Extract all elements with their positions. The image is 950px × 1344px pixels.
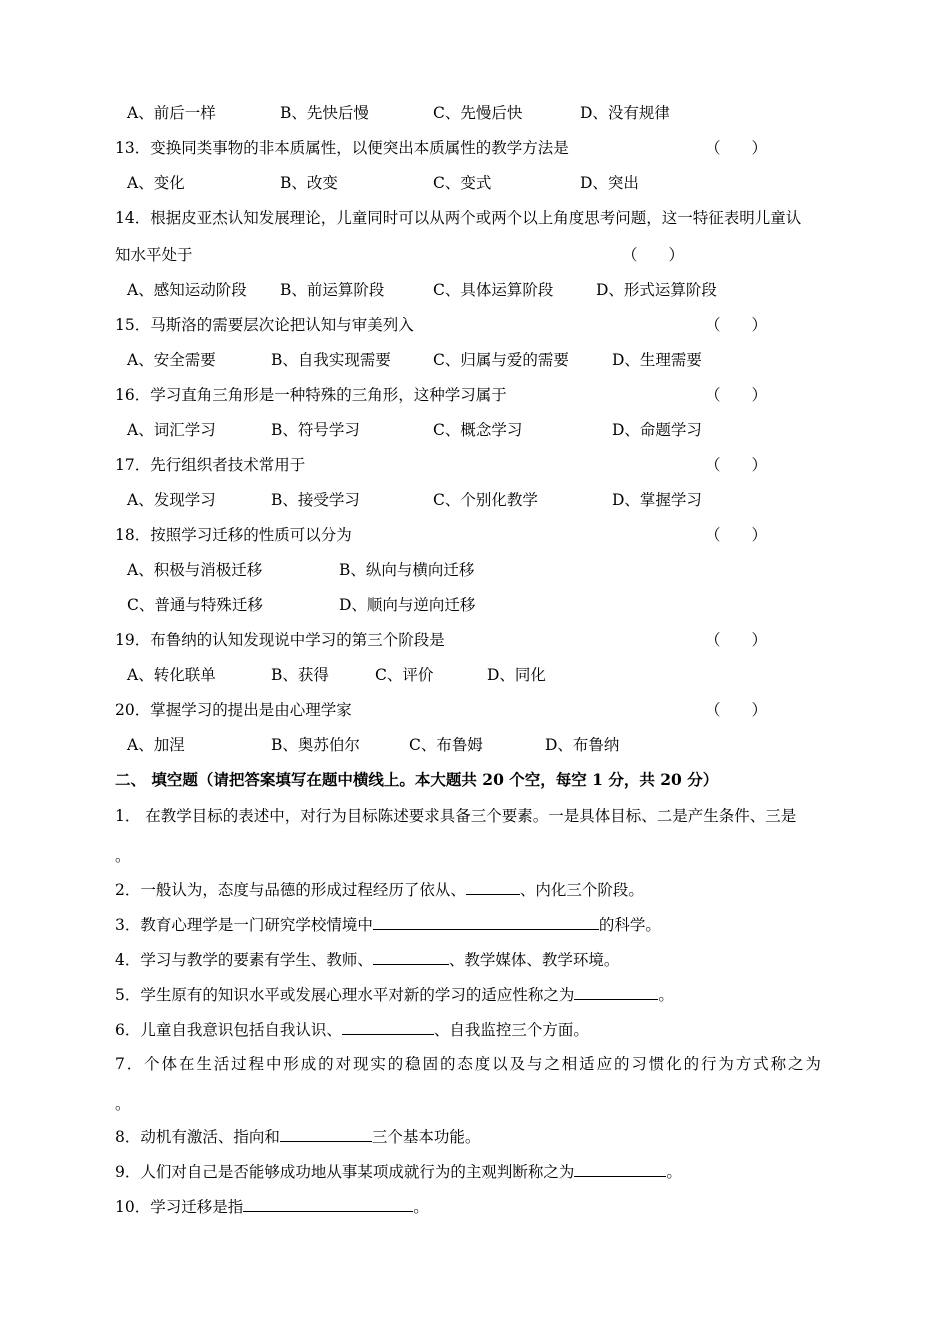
q20-option-c: C、布鲁姆	[409, 736, 483, 754]
q20-answer-paren: （ ）	[705, 701, 768, 719]
q20-option-b: B、奥苏伯尔	[271, 736, 360, 754]
q15-option-a: A、安全需要	[127, 351, 216, 369]
q15-option-c: C、归属与爱的需要	[433, 351, 569, 369]
q14-option-c: C、具体运算阶段	[433, 281, 554, 299]
q16-option-c: C、概念学习	[433, 421, 523, 439]
fill-1-end: 。	[115, 847, 131, 865]
fill-8-text-after: 三个基本功能。	[371, 1128, 481, 1146]
q17-option-d: D、掌握学习	[612, 491, 702, 509]
q18-option-d: D、顺向与逆向迁移	[339, 596, 476, 614]
q18-stem: 18．按照学习迁移的性质可以分为	[115, 526, 352, 544]
q19-answer-paren: （ ）	[705, 631, 768, 649]
fill-4-line	[115, 948, 619, 971]
fill-8-text-before: 8．动机有激活、指向和	[115, 1128, 280, 1146]
q16-option-b: B、符号学习	[271, 421, 360, 439]
q13-stem: 13．变换同类事物的非本质属性，以便突出本质属性的教学方法是	[115, 139, 569, 157]
fill-2-line	[115, 878, 644, 901]
fill-6-blank[interactable]	[342, 1018, 434, 1035]
q18-option-b: B、纵向与横向迁移	[339, 561, 475, 579]
q14-stem-continued: 知水平处于	[115, 246, 193, 264]
q14-option-d: D、形式运算阶段	[596, 281, 717, 299]
q17-stem: 17．先行组织者技术常用于	[115, 456, 306, 474]
q12-option-a: A、前后一样	[127, 104, 216, 122]
fill-7-end: 。	[115, 1095, 131, 1113]
q17-option-a: A、发现学习	[127, 491, 216, 509]
q20-stem: 20．掌握学习的提出是由心理学家	[115, 701, 352, 719]
fill-5-text-after: 。	[658, 986, 674, 1004]
q14-answer-paren: （ ）	[622, 246, 685, 264]
q18-option-c: C、普通与特殊迁移	[127, 596, 263, 614]
fill-10-text-before: 10．学习迁移是指	[115, 1198, 244, 1216]
q12-option-d: D、没有规律	[580, 104, 670, 122]
q13-option-b: B、改变	[280, 174, 338, 192]
q14-option-b: B、前运算阶段	[280, 281, 385, 299]
q19-option-d: D、同化	[487, 666, 546, 684]
q17-option-c: C、个别化教学	[433, 491, 538, 509]
fill-10-line	[115, 1195, 429, 1218]
fill-2-text-after: 、内化三个阶段。	[519, 881, 644, 899]
fill-2-blank[interactable]	[466, 878, 520, 895]
q16-stem: 16．学习直角三角形是一种特殊的三角形，这种学习属于	[115, 386, 507, 404]
q13-option-c: C、变式	[433, 174, 492, 192]
fill-2-text-before: 2．一般认为，态度与品德的形成过程经历了依从、	[115, 881, 466, 899]
fill-4-blank[interactable]	[373, 948, 449, 965]
q14-option-a: A、感知运动阶段	[127, 281, 247, 299]
q13-option-d: D、突出	[580, 174, 639, 192]
fill-5-text-before: 5．学生原有的知识水平或发展心理水平对新的学习的适应性称之为	[115, 986, 575, 1004]
fill-3-line	[115, 913, 661, 936]
section-2-heading: 二、 填空题（请把答案填写在题中横线上。本大题共 20 个空，每空 1 分，共 20 分）	[115, 770, 719, 789]
fill-6-text-before: 6．儿童自我意识包括自我认识、	[115, 1021, 342, 1039]
q12-option-b: B、先快后慢	[280, 104, 369, 122]
q18-option-a: A、积极与消极迁移	[127, 561, 263, 579]
fill-3-text-after: 的科学。	[598, 916, 661, 934]
fill-7-text: 7．个体在生活过程中形成的对现实的稳固的态度以及与之相适应的习惯化的行为方式称之为	[115, 1055, 823, 1073]
q20-option-a: A、加涅	[127, 736, 185, 754]
fill-4-text-after: 、教学媒体、教学环境。	[448, 951, 620, 969]
fill-5-blank[interactable]	[574, 983, 658, 1000]
fill-3-text-before: 3．教育心理学是一门研究学校情境中	[115, 916, 373, 934]
fill-8-line	[115, 1125, 480, 1148]
fill-10-text-after: 。	[413, 1198, 429, 1216]
fill-9-text-before: 9．人们对自己是否能够成功地从事某项成就行为的主观判断称之为	[115, 1163, 575, 1181]
q15-option-b: B、自我实现需要	[271, 351, 391, 369]
q13-option-a: A、变化	[127, 174, 185, 192]
q20-option-d: D、布鲁纳	[545, 736, 620, 754]
q15-stem: 15．马斯洛的需要层次论把认知与审美列入	[115, 316, 414, 334]
fill-6-line	[115, 1018, 589, 1041]
fill-9-line	[115, 1160, 682, 1183]
fill-1-text: 1． 在教学目标的表述中，对行为目标陈述要求具备三个要素。一是具体目标、二是产生条件、三是	[115, 807, 797, 825]
q16-option-d: D、命题学习	[612, 421, 702, 439]
q19-stem: 19．布鲁纳的认知发现说中学习的第三个阶段是	[115, 631, 445, 649]
fill-9-blank[interactable]	[574, 1160, 666, 1177]
q15-answer-paren: （ ）	[705, 316, 768, 334]
fill-3-blank[interactable]	[373, 913, 599, 930]
q19-option-a: A、转化联单	[127, 666, 216, 684]
q18-answer-paren: （ ）	[705, 526, 768, 544]
q16-option-a: A、词汇学习	[127, 421, 216, 439]
fill-5-line	[115, 983, 674, 1006]
fill-4-text-before: 4．学习与教学的要素有学生、教师、	[115, 951, 373, 969]
q13-answer-paren: （ ）	[705, 139, 768, 157]
q16-answer-paren: （ ）	[705, 386, 768, 404]
fill-9-text-after: 。	[666, 1163, 682, 1181]
fill-8-blank[interactable]	[280, 1125, 372, 1142]
q12-option-c: C、先慢后快	[433, 104, 523, 122]
q17-option-b: B、接受学习	[271, 491, 360, 509]
fill-10-blank[interactable]	[243, 1195, 413, 1212]
q15-option-d: D、生理需要	[612, 351, 702, 369]
fill-6-text-after: 、自我监控三个方面。	[433, 1021, 589, 1039]
q19-option-c: C、评价	[375, 666, 434, 684]
q17-answer-paren: （ ）	[705, 456, 768, 474]
q14-stem: 14．根据皮亚杰认知发展理论，儿童同时可以从两个或两个以上角度思考问题，这一特征表明儿童认	[115, 209, 802, 227]
q19-option-b: B、获得	[271, 666, 329, 684]
